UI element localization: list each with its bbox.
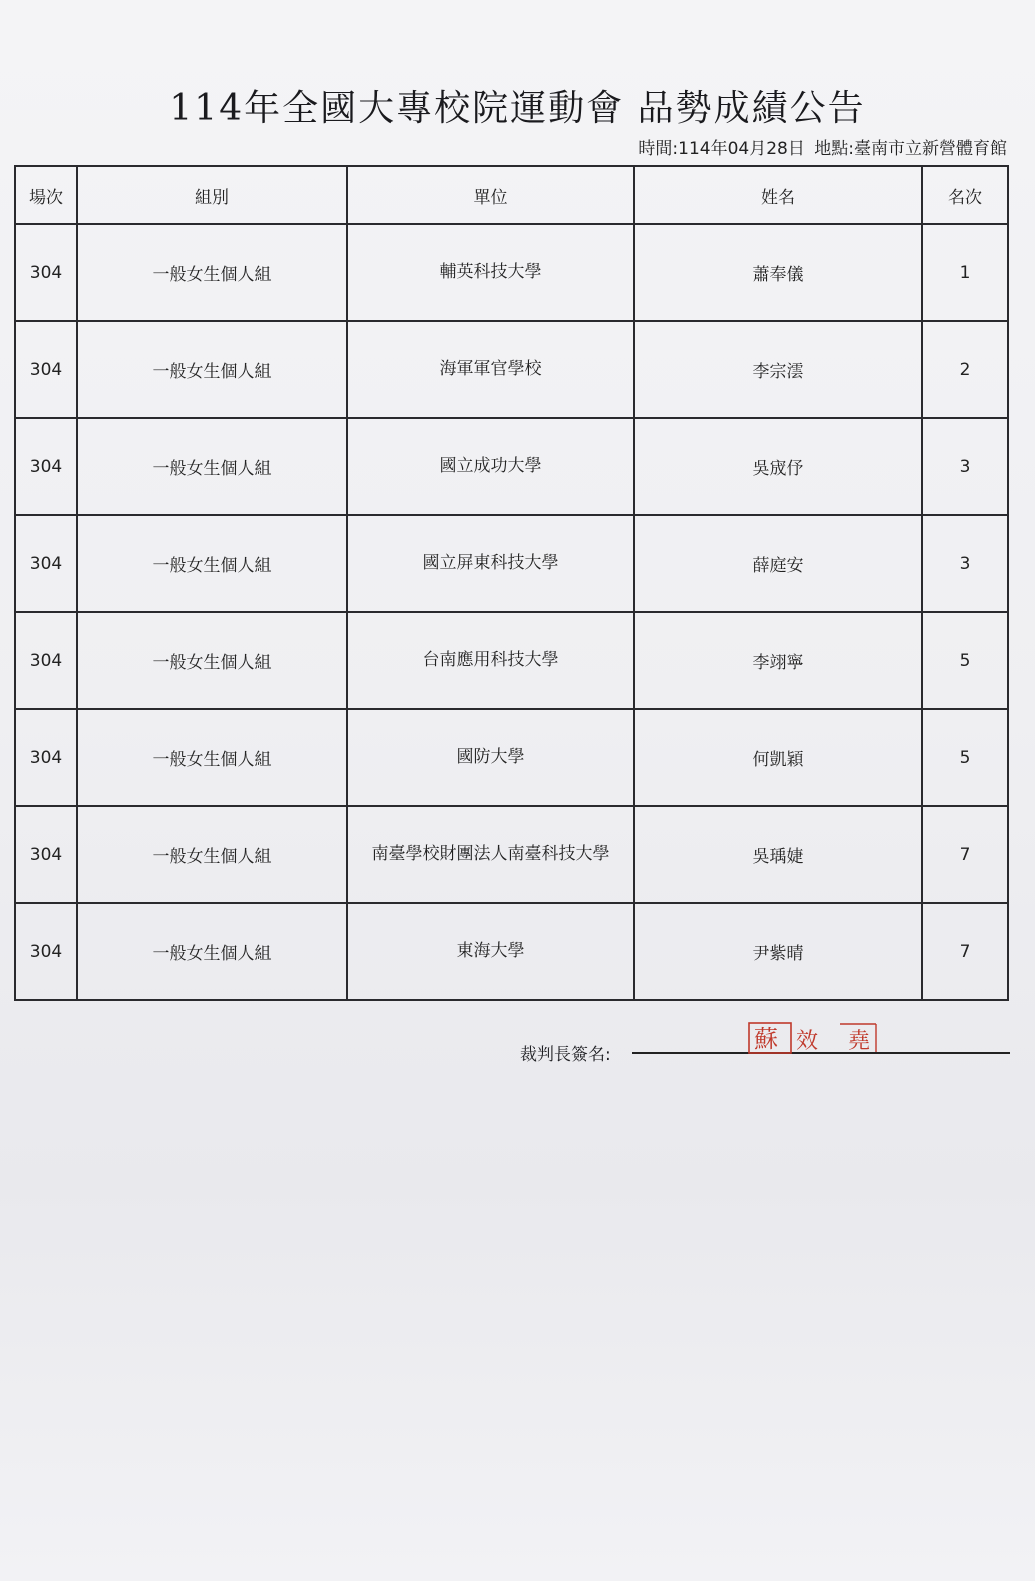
signature-label: 裁判長簽名: (520, 1045, 611, 1065)
cell-match: 304 (15, 418, 77, 515)
stamp-char-2: 效 (796, 1029, 819, 1054)
table-row (15, 418, 1008, 515)
results-table (14, 165, 1009, 1001)
stamp-char-1: 蘇 (754, 1025, 778, 1053)
cell-unit: 南臺學校財團法人南臺科技大學 (347, 806, 634, 903)
cell-rank: 2 (922, 321, 1008, 418)
event-time: 時間:114年04月28日 (638, 139, 805, 159)
header-group: 組別 (77, 166, 347, 224)
cell-name: 薛庭安 (634, 515, 922, 612)
cell-rank: 5 (922, 709, 1008, 806)
table-row (15, 321, 1008, 418)
cell-match: 304 (15, 709, 77, 806)
cell-unit: 海軍軍官學校 (347, 321, 634, 418)
cell-rank: 7 (922, 903, 1008, 1000)
cell-match: 304 (15, 612, 77, 709)
cell-name: 李宗澐 (634, 321, 922, 418)
cell-group: 一般女生個人組 (77, 224, 347, 321)
cell-name: 吳宬伃 (634, 418, 922, 515)
cell-match: 304 (15, 903, 77, 1000)
header-rank: 名次 (922, 166, 1008, 224)
table-row (15, 515, 1008, 612)
table-row (15, 612, 1008, 709)
table-row (15, 806, 1008, 903)
page-title: 114年全國大專校院運動會 品勢成績公告 (169, 88, 866, 129)
cell-match: 304 (15, 515, 77, 612)
cell-group: 一般女生個人組 (77, 321, 347, 418)
cell-name: 尹紫晴 (634, 903, 922, 1000)
table-row (15, 903, 1008, 1000)
header-unit: 單位 (347, 166, 634, 224)
cell-match: 304 (15, 806, 77, 903)
table-row (15, 709, 1008, 806)
table-row (15, 224, 1008, 321)
header-match: 場次 (15, 166, 77, 224)
cell-rank: 1 (922, 224, 1008, 321)
cell-name: 何凱穎 (634, 709, 922, 806)
cell-match: 304 (15, 224, 77, 321)
cell-rank: 3 (922, 418, 1008, 515)
cell-group: 一般女生個人組 (77, 418, 347, 515)
cell-name: 蕭奉儀 (634, 224, 922, 321)
event-location: 地點:臺南市立新營體育館 (814, 139, 1007, 159)
cell-unit: 國防大學 (347, 709, 634, 806)
cell-rank: 5 (922, 612, 1008, 709)
event-meta (634, 134, 1007, 159)
cell-unit: 台南應用科技大學 (347, 612, 634, 709)
signature-stamp (748, 1022, 878, 1054)
signature-area (520, 1025, 1010, 1070)
cell-rank: 7 (922, 806, 1008, 903)
cell-name: 吳瑀婕 (634, 806, 922, 903)
cell-unit: 國立成功大學 (347, 418, 634, 515)
cell-group: 一般女生個人組 (77, 612, 347, 709)
cell-match: 304 (15, 321, 77, 418)
header-name: 姓名 (634, 166, 922, 224)
cell-name: 李翊寧 (634, 612, 922, 709)
cell-group: 一般女生個人組 (77, 709, 347, 806)
cell-group: 一般女生個人組 (77, 515, 347, 612)
cell-unit: 東海大學 (347, 903, 634, 1000)
stamp-char-3: 堯 (848, 1029, 871, 1054)
cell-unit: 國立屏東科技大學 (347, 515, 634, 612)
table-header-row (15, 166, 1008, 224)
cell-unit: 輔英科技大學 (347, 224, 634, 321)
cell-group: 一般女生個人組 (77, 903, 347, 1000)
cell-rank: 3 (922, 515, 1008, 612)
cell-group: 一般女生個人組 (77, 806, 347, 903)
